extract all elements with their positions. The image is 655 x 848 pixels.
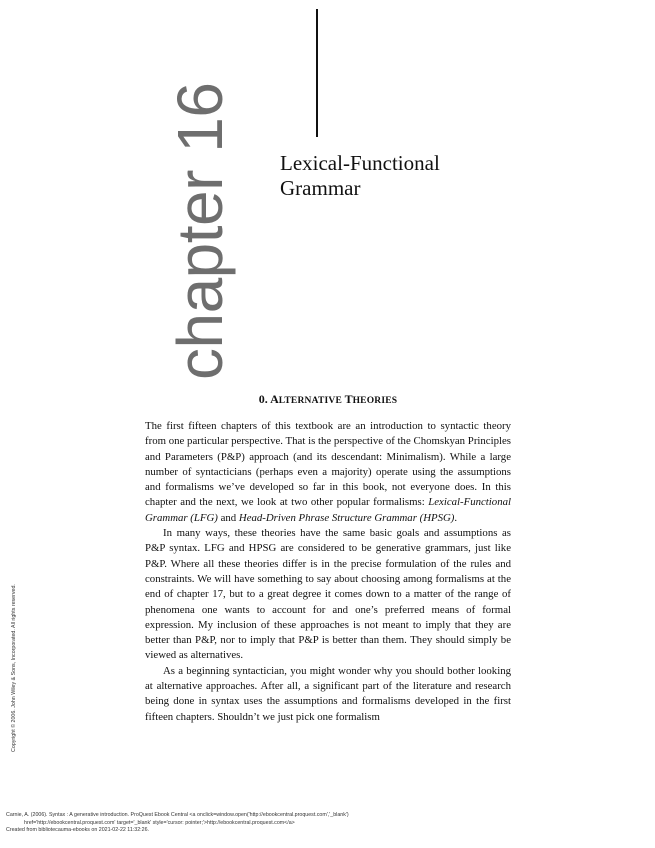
body-text — [145, 419, 511, 725]
chapter-rule — [316, 9, 318, 137]
footer-line-3: Created from bibliotecauma-ebooks on 2021-02-22 11:32:26. — [6, 827, 150, 833]
paragraph-3: As a beginning syntactician, you might wonder why you should bother looking at alternative approaches. After all, a significant part of the literature and research being done in syntax uses the assumptions and formalisms developed in the first fifteen chapters. Shouldn’t we just pick one formalism — [145, 664, 511, 723]
term-lfg: Lexical-Functional Grammar (LFG) — [145, 496, 511, 524]
section-number: 0. — [258, 392, 268, 406]
chapter-title — [280, 151, 530, 201]
paragraph-2: In many ways, these theories have the same basic goals and assumptions as P&P syntax. LFG and HPSG are considered to be generative grammars, just like P&P. Where all these theories differ is in the precise formulation of the rules and constraints. We will have something to say about choosing among formalisms at the end of chapter 17, but to a great degree it comes down to a matter of the range of phenomena one wants to account for and one’s preferred means of formal expression. My inclusion of these approaches is not meant to imply that they are better than P&P, nor to imply that P&P is better than them. They should simply be viewed as alternatives. — [145, 527, 511, 662]
term-hpsg: Head-Driven Phrase Structure Grammar (HPSG) — [238, 511, 455, 524]
side-copyright-notice: Copyright © 2006. John Wiley & Sons, Incorporated. All rights reserved. — [11, 584, 17, 752]
paragraph-1: The first fifteen chapters of this textbook are an introduction to syntactic theory from one particular perspective. That is the perspective of the Chomskyan Principles and Parameters (P&P) approach (and its descendant: Minimalism). While a large number of syntacticians (perhaps even a majority) operate using the assumptions and formalisms we’ve developed so far in this book, not everyone does. In this chapter and the next, we look at two other popular formalisms: Lexical-Functional Grammar (LFG) and Head-Driven Phrase Structure Grammar (HPSG). — [145, 420, 511, 524]
chapter-title-line1: Lexical-Functional — [280, 151, 440, 175]
section-title: ALTERNATIVE THEORIES — [270, 392, 398, 406]
citation-footer — [6, 812, 646, 835]
section-heading — [145, 391, 511, 409]
footer-line-2: href='http://ebookcentral.proquest.com' target='_blank' style='cursor: pointer;'>http://ebookcentral.proquest.com</a> — [24, 819, 295, 826]
chapter-title-line2: Grammar — [280, 176, 361, 200]
chapter-number-label: chapter 16 — [164, 82, 236, 380]
footer-line-1: Carnie, A. (2006). Syntax : A generative introduction. ProQuest Ebook Central <a onclick=window.open('http://ebookcentral.proquest.com','_blank') — [6, 812, 349, 818]
